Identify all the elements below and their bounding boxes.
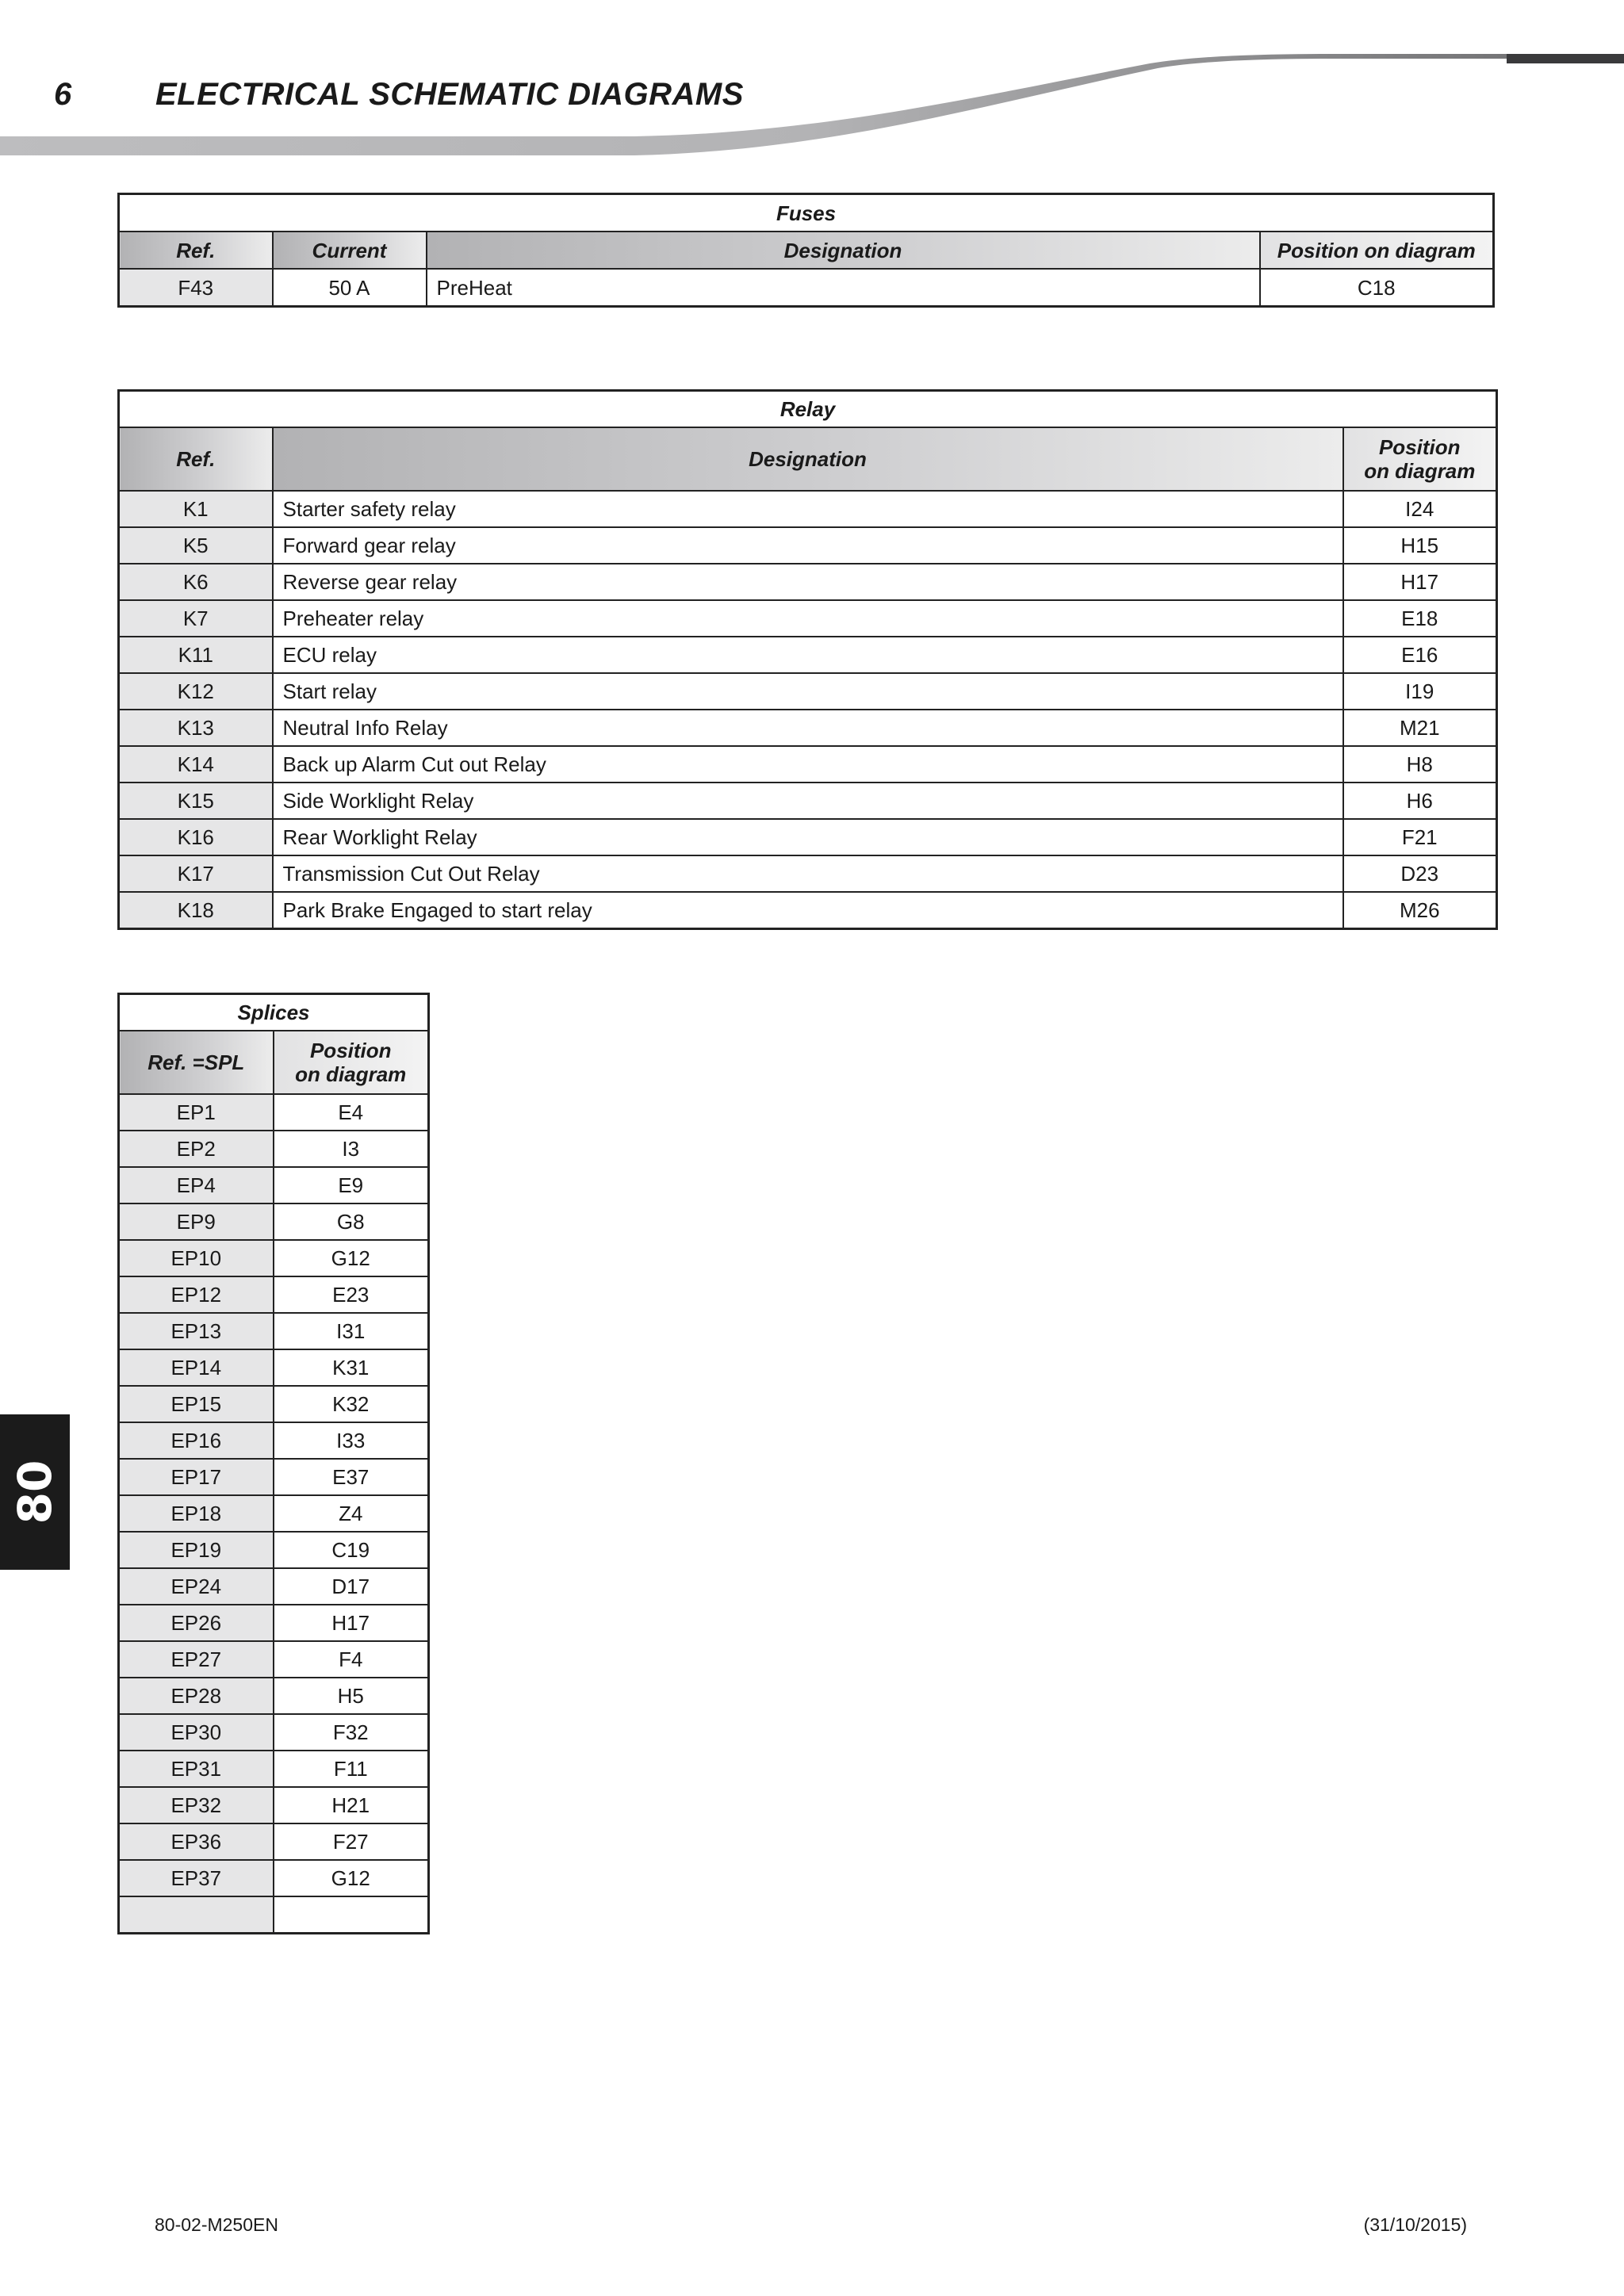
relay-position: I24 — [1343, 491, 1497, 527]
relay-ref: K18 — [119, 892, 273, 929]
table-row — [119, 783, 1497, 819]
splice-position: F11 — [274, 1751, 429, 1787]
splice-ref: EP12 — [119, 1276, 274, 1313]
relay-designation: Park Brake Engaged to start relay — [273, 892, 1343, 929]
table-row — [119, 1714, 429, 1751]
table-row — [119, 819, 1497, 855]
fuses-col-designation: Designation — [427, 232, 1260, 269]
table-row — [119, 1787, 429, 1823]
splice-position: E4 — [274, 1094, 429, 1131]
splice-position: I3 — [274, 1131, 429, 1167]
fuses-caption: Fuses — [119, 194, 1494, 232]
splice-ref: EP19 — [119, 1532, 274, 1568]
relay-ref: K1 — [119, 491, 273, 527]
relay-ref: K13 — [119, 710, 273, 746]
splice-ref: EP13 — [119, 1313, 274, 1349]
splices-col-position-line2: on diagram — [295, 1062, 407, 1086]
splice-ref: EP31 — [119, 1751, 274, 1787]
table-row — [119, 1823, 429, 1860]
table-row — [119, 269, 1494, 307]
splice-position: K32 — [274, 1386, 429, 1422]
table-row — [119, 855, 1497, 892]
relay-position: E16 — [1343, 637, 1497, 673]
splice-ref: EP27 — [119, 1641, 274, 1678]
relay-ref: K12 — [119, 673, 273, 710]
relay-ref: K16 — [119, 819, 273, 855]
splice-ref: EP17 — [119, 1459, 274, 1495]
fuses-col-ref: Ref. — [119, 232, 273, 269]
relay-position: H17 — [1343, 564, 1497, 600]
splice-ref: EP37 — [119, 1860, 274, 1896]
fuses-table — [117, 193, 1495, 308]
relay-designation: Starter safety relay — [273, 491, 1343, 527]
splice-ref: EP9 — [119, 1203, 274, 1240]
splices-col-position — [274, 1031, 429, 1094]
splice-position: H17 — [274, 1605, 429, 1641]
relay-designation: Neutral Info Relay — [273, 710, 1343, 746]
splice-position: Z4 — [274, 1495, 429, 1532]
relay-position: M26 — [1343, 892, 1497, 929]
relay-ref: K14 — [119, 746, 273, 783]
relay-ref: K11 — [119, 637, 273, 673]
relay-table — [117, 389, 1498, 930]
table-row — [119, 1313, 429, 1349]
table-row — [119, 1240, 429, 1276]
table-row — [119, 1678, 429, 1714]
table-row — [119, 1131, 429, 1167]
splice-position: E37 — [274, 1459, 429, 1495]
splice-position: G12 — [274, 1240, 429, 1276]
splice-ref: EP4 — [119, 1167, 274, 1203]
splice-position: C19 — [274, 1532, 429, 1568]
chapter-title: ELECTRICAL SCHEMATIC DIAGRAMS — [155, 77, 744, 112]
splice-ref: EP1 — [119, 1094, 274, 1131]
relay-position: H6 — [1343, 783, 1497, 819]
table-row — [119, 1751, 429, 1787]
table-row — [119, 1860, 429, 1896]
splice-position: E9 — [274, 1167, 429, 1203]
relay-designation: ECU relay — [273, 637, 1343, 673]
chapter-number: 6 — [54, 77, 72, 112]
splice-position: G12 — [274, 1860, 429, 1896]
table-row — [119, 1167, 429, 1203]
splice-ref: EP28 — [119, 1678, 274, 1714]
splice-position: F32 — [274, 1714, 429, 1751]
fuse-designation: PreHeat — [427, 269, 1260, 307]
table-row — [119, 1422, 429, 1459]
splice-ref — [119, 1896, 274, 1934]
relay-ref: K15 — [119, 783, 273, 819]
relay-ref: K5 — [119, 527, 273, 564]
relay-position: M21 — [1343, 710, 1497, 746]
relay-designation: Forward gear relay — [273, 527, 1343, 564]
splice-position: F4 — [274, 1641, 429, 1678]
relay-position: H8 — [1343, 746, 1497, 783]
splice-ref: EP32 — [119, 1787, 274, 1823]
table-row — [119, 1459, 429, 1495]
splice-position: K31 — [274, 1349, 429, 1386]
fuses-col-current: Current — [273, 232, 427, 269]
splices-caption: Splices — [119, 994, 429, 1031]
relay-caption: Relay — [119, 391, 1497, 428]
splice-position: D17 — [274, 1568, 429, 1605]
relay-position: E18 — [1343, 600, 1497, 637]
splice-ref: EP36 — [119, 1823, 274, 1860]
relay-col-position-line1: Position — [1378, 435, 1461, 459]
table-row — [119, 710, 1497, 746]
relay-position: I19 — [1343, 673, 1497, 710]
relay-designation: Transmission Cut Out Relay — [273, 855, 1343, 892]
splice-ref: EP2 — [119, 1131, 274, 1167]
table-row — [119, 1386, 429, 1422]
splice-ref: EP26 — [119, 1605, 274, 1641]
table-row — [119, 673, 1497, 710]
splice-ref: EP24 — [119, 1568, 274, 1605]
splices-table — [117, 993, 430, 1934]
splice-ref: EP30 — [119, 1714, 274, 1751]
relay-col-position-line2: on diagram — [1364, 459, 1476, 483]
splice-ref: EP18 — [119, 1495, 274, 1532]
table-row — [119, 1276, 429, 1313]
splice-ref: EP10 — [119, 1240, 274, 1276]
splice-position: G8 — [274, 1203, 429, 1240]
relay-designation: Back up Alarm Cut out Relay — [273, 746, 1343, 783]
relay-ref: K7 — [119, 600, 273, 637]
relay-col-position — [1343, 427, 1497, 491]
table-row — [119, 1896, 429, 1934]
table-row — [119, 491, 1497, 527]
splice-position: H5 — [274, 1678, 429, 1714]
relay-position: F21 — [1343, 819, 1497, 855]
splice-ref: EP15 — [119, 1386, 274, 1422]
fuses-col-position: Position on diagram — [1260, 232, 1494, 269]
table-row — [119, 600, 1497, 637]
splice-position: E23 — [274, 1276, 429, 1313]
table-row — [119, 892, 1497, 929]
footer-doc-code: 80-02-M250EN — [155, 2214, 278, 2235]
table-row — [119, 527, 1497, 564]
splice-position — [274, 1896, 429, 1934]
relay-designation: Preheater relay — [273, 600, 1343, 637]
splices-col-ref: Ref. =SPL — [119, 1031, 274, 1094]
section-tab-label: 80 — [8, 1460, 62, 1525]
fuse-current: 50 A — [273, 269, 427, 307]
footer-date: (31/10/2015) — [1363, 2214, 1467, 2235]
relay-designation: Reverse gear relay — [273, 564, 1343, 600]
relay-col-designation: Designation — [273, 427, 1343, 491]
relay-position: D23 — [1343, 855, 1497, 892]
splice-position: I33 — [274, 1422, 429, 1459]
table-row — [119, 564, 1497, 600]
relay-col-ref: Ref. — [119, 427, 273, 491]
splice-ref: EP16 — [119, 1422, 274, 1459]
table-row — [119, 637, 1497, 673]
table-row — [119, 1094, 429, 1131]
table-row — [119, 1349, 429, 1386]
relay-designation: Start relay — [273, 673, 1343, 710]
relay-position: H15 — [1343, 527, 1497, 564]
table-row — [119, 746, 1497, 783]
table-row — [119, 1568, 429, 1605]
section-tab — [0, 1414, 70, 1570]
splice-position: F27 — [274, 1823, 429, 1860]
splice-position: H21 — [274, 1787, 429, 1823]
fuse-ref: F43 — [119, 269, 273, 307]
table-row — [119, 1605, 429, 1641]
splice-position: I31 — [274, 1313, 429, 1349]
fuse-position: C18 — [1260, 269, 1494, 307]
table-row — [119, 1495, 429, 1532]
splice-ref: EP14 — [119, 1349, 274, 1386]
table-row — [119, 1532, 429, 1568]
relay-ref: K6 — [119, 564, 273, 600]
relay-designation: Rear Worklight Relay — [273, 819, 1343, 855]
table-row — [119, 1641, 429, 1678]
relay-designation: Side Worklight Relay — [273, 783, 1343, 819]
splices-col-position-line1: Position — [309, 1039, 392, 1062]
table-row — [119, 1203, 429, 1240]
relay-ref: K17 — [119, 855, 273, 892]
